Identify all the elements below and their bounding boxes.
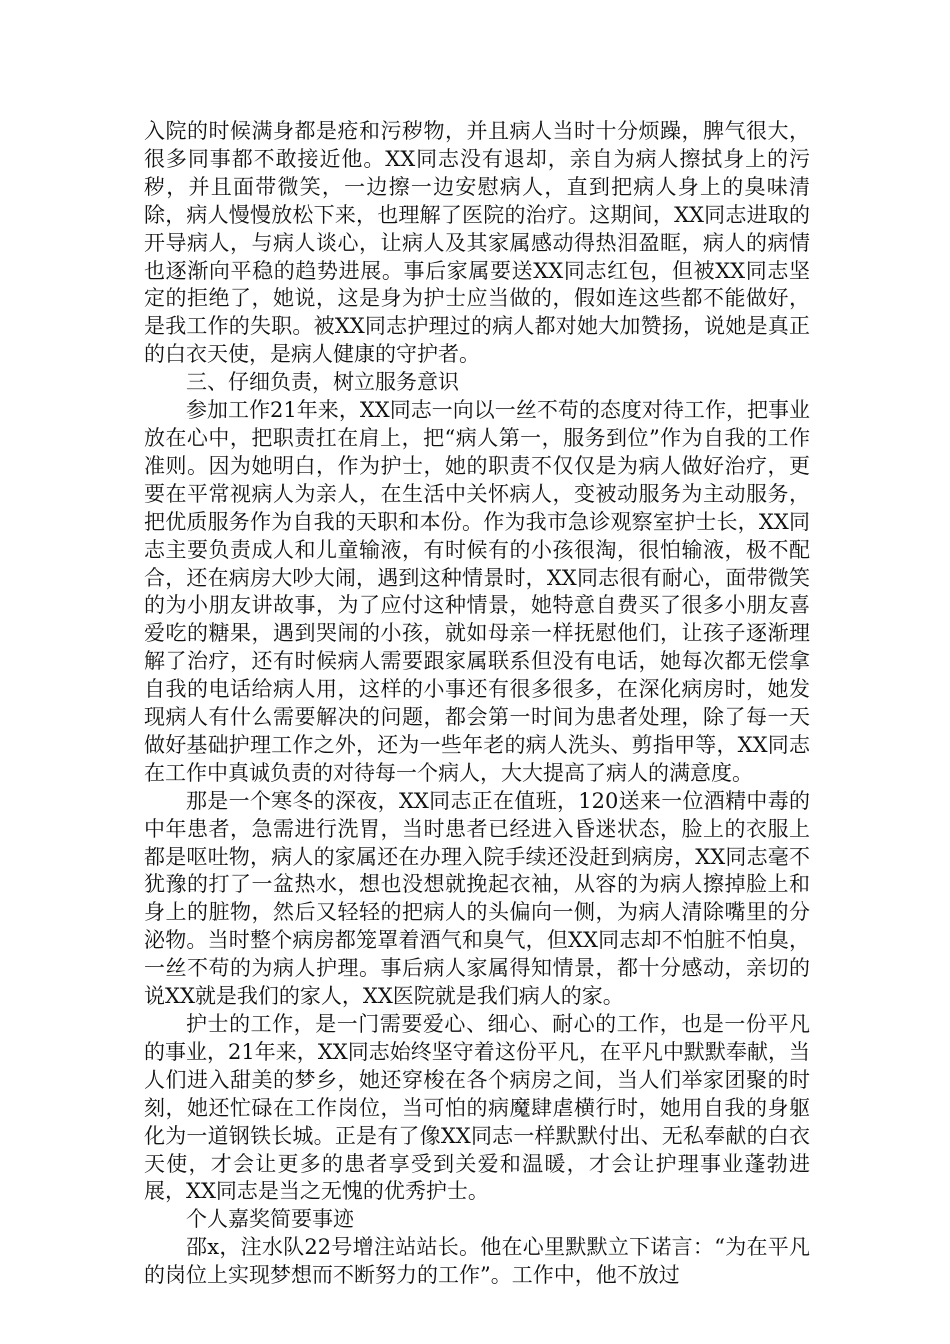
section-heading-award: 个人嘉奖简要事迹 xyxy=(186,1207,354,1232)
document-body xyxy=(144,118,810,1290)
section-heading-responsibility: 三、仔细负责，树立服务意识 xyxy=(186,370,459,395)
paragraph-patient-care-continued: 入院的时候满身都是疮和污秽物，并且病人当时十分烦躁，脾气很大，很多同事都不敢接近他。XX同志没有退却，亲自为病人擦拭身上的污秽，并且面带微笑，一边擦一边安慰病人，直到把病人身上的臭味清除，病人慢慢放松下来，也理解了医院的治疗。这期间，XX同志进取的开导病人，与病人谈心，让病人及其家属感动得热泪盈眶，病人的病情也逐渐向平稳的趋势进展。事后家属要送XX同志红包，但被XX同志坚定的拒绝了，她说，这是身为护士应当做的，假如连这些都不能做好，是我工作的失职。被XX同志护理过的病人都对她大加赞扬，说她是真正的白衣天使，是病人健康的守护者。 xyxy=(144,119,810,367)
paragraph-nurse-dedication: 护士的工作，是一门需要爱心、细心、耐心的工作，也是一份平凡的事业，21年来，XX同志始终坚守着这份平凡，在平凡中默默奉献，当人们进入甜美的梦乡，她还穿梭在各个病房之间，当人们举家团聚的时刻，她还忙碌在工作岗位，当可怕的病魔肆虐横行时，她用自我的身躯化为一道钢铁长城。正是有了像XX同志一样默默付出、无私奉献的白衣天使，才会让更多的患者享受到关爱和温暖，才会让护理事业蓬勃进展，XX同志是当之无愧的优秀护士。 xyxy=(144,1012,810,1204)
paragraph-award-story: 邵x，注水队22号增注站站长。他在心里默默立下诺言：“为在平凡的岗位上实现梦想而不断努力的工作”。工作中，他不放过 xyxy=(144,1235,810,1288)
paragraph-winter-night: 那是一个寒冬的深夜，XX同志正在值班，120送来一位酒精中毒的中年患者，急需进行洗胃，当时患者已经进入昏迷状态，脸上的衣服上都是呕吐物，病人的家属还在办理入院手续还没赶到病房，XX同志毫不犹豫的打了一盆热水，想也没想就挽起衣袖，从容的为病人擦掉脸上和身上的脏物，然后又轻轻的把病人的头偏向一侧，为病人清除嘴里的分泌物。当时整个病房都笼罩着酒气和臭气，但XX同志却不怕脏不怕臭，一丝不苟的为病人护理。事后病人家属得知情景，都十分感动，亲切的说XX就是我们的家人，XX医院就是我们病人的家。 xyxy=(144,788,810,1009)
paragraph-service-awareness: 参加工作21年来，XX同志一向以一丝不苟的态度对待工作，把事业放在心中，把职责扛在肩上，把“病人第一，服务到位”作为自我的工作准则。因为她明白，作为护士，她的职责不仅仅是为病人做好治疗，更要在平常视病人为亲人，在生活中关怀病人，变被动服务为主动服务，把优质服务作为自我的天职和本份。作为我市急诊观察室护士长，XX同志主要负责成人和儿童输液，有时候有的小孩很淘，很怕输液，极不配合，还在病房大吵大闹，遇到这种情景时，XX同志很有耐心，面带微笑的为小朋友讲故事，为了应付这种情景，她特意自费买了很多小朋友喜爱吃的糖果，遇到哭闹的小孩，就如母亲一样抚慰他们，让孩子逐渐理解了治疗，还有时候病人需要跟家属联系但没有电话，她每次都无偿拿自我的电话给病人用，这样的小事还有很多很多，在深化病房时，她发现病人有什么需要解决的问题，都会第一时间为患者处理，除了每一天做好基础护理工作之外，还为一些年老的病人洗头、剪指甲等，XX同志在工作中真诚负责的对待每一个病人，大大提高了病人的满意度。 xyxy=(144,398,810,785)
